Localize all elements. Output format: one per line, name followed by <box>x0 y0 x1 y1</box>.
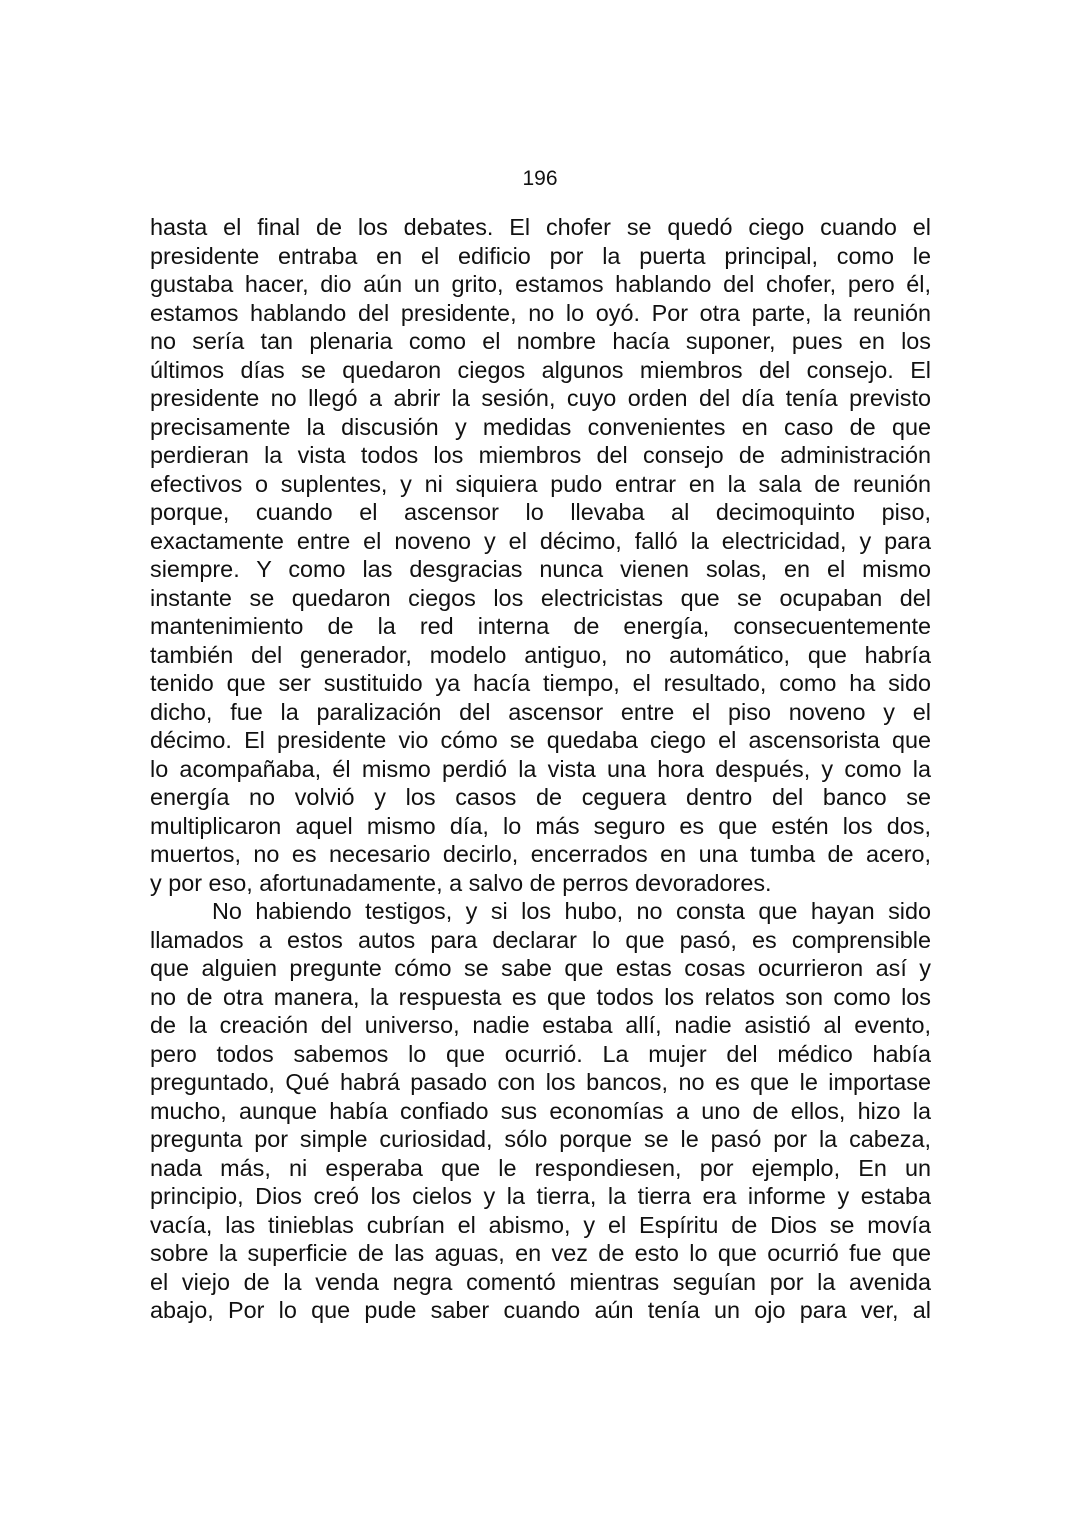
text-line: exactamente entre el noveno y el décimo, falló la electricidad, y para <box>150 527 931 554</box>
text-line: no sería tan plenaria como el nombre hacía suponer, pues en los <box>150 328 931 354</box>
text-line: instante se quedaron ciegos los electricistas que se ocupaban del <box>150 584 931 611</box>
body-text <box>150 213 931 1325</box>
text-line: muertos, no es necesario decirlo, encerrados en una tumba de acero, <box>150 841 931 867</box>
text-line: décimo. El presidente vio cómo se quedaba ciego el ascensorista que <box>150 727 931 753</box>
text-line: no de otra manera, la respuesta es que todos los relatos son como los <box>150 983 931 1010</box>
text-line: presidente entraba en el edificio por la puerta principal, como le <box>150 242 931 269</box>
text-line: perdieran la vista todos los miembros del consejo de administración <box>150 442 931 468</box>
text-line: hasta el final de los debates. El chofer se quedó ciego cuando el <box>150 214 931 240</box>
text-line: preguntado, Qué habrá pasado con los bancos, no es que le importase <box>150 1069 931 1095</box>
text-line: presidente no llegó a abrir la sesión, cuyo orden del día tenía previsto <box>150 385 931 411</box>
text-line: estamos hablando del presidente, no lo oyó. Por otra parte, la reunión <box>150 299 931 326</box>
text-line: abajo, Por lo que pude saber cuando aún tenía un ojo para ver, al <box>150 1297 931 1323</box>
text-line: el viejo de la venda negra comentó mientras seguían por la avenida <box>150 1268 931 1295</box>
text-line: porque, cuando el ascensor lo llevaba al decimoquinto piso, <box>150 499 931 525</box>
text-line: mantenimiento de la red interna de energía, consecuentemente <box>150 613 931 639</box>
text-line: multiplicaron aquel mismo día, lo más seguro es que estén los dos, <box>150 812 931 839</box>
text-line: sobre la superficie de las aguas, en vez de esto lo que ocurrió fue que <box>150 1240 931 1266</box>
text-line: que alguien pregunte cómo se sabe que estas cosas ocurrieron así y <box>150 955 931 981</box>
text-line: nada más, ni esperaba que le respondiesen, por ejemplo, En un <box>150 1154 931 1181</box>
text-line: gustaba hacer, dio aún un grito, estamos hablando del chofer, pero él, <box>150 271 931 297</box>
text-line: llamados a estos autos para declarar lo que pasó, es comprensible <box>150 926 931 953</box>
text-line: dicho, fue la paralización del ascensor entre el piso noveno y el <box>150 698 931 725</box>
text-line: también del generador, modelo antiguo, no automático, que habría <box>150 641 931 668</box>
text-line: siempre. Y como las desgracias nunca vienen solas, en el mismo <box>150 556 931 582</box>
text-line: principio, Dios creó los cielos y la tierra, la tierra era informe y estaba <box>150 1183 931 1209</box>
text-line: vacía, las tinieblas cubrían el abismo, y el Espíritu de Dios se movía <box>150 1211 931 1238</box>
text-line: No habiendo testigos, y si los hubo, no consta que hayan sido <box>212 898 931 924</box>
paragraph-1 <box>150 213 931 897</box>
text-line: y por eso, afortunadamente, a salvo de perros devoradores. <box>150 869 772 896</box>
text-line: últimos días se quedaron ciegos algunos miembros del consejo. El <box>150 356 931 383</box>
page-number: 196 <box>522 167 558 190</box>
text-line: precisamente la discusión y medidas convenientes en caso de que <box>150 413 931 440</box>
text-line: mucho, aunque había confiado sus economías a uno de ellos, hizo la <box>150 1097 931 1124</box>
text-line: pero todos sabemos lo que ocurrió. La mujer del médico había <box>150 1040 931 1067</box>
text-line: pregunta por simple curiosidad, sólo porque se le pasó por la cabeza, <box>150 1126 931 1152</box>
text-line: tenido que ser sustituido ya hacía tiempo, el resultado, como ha sido <box>150 670 931 696</box>
paragraph-2 <box>150 897 931 1325</box>
text-line: efectivos o suplentes, y ni siquiera pudo entrar en la sala de reunión <box>150 470 931 497</box>
text-line: de la creación del universo, nadie estaba allí, nadie asistió al evento, <box>150 1012 931 1038</box>
text-line: energía no volvió y los casos de ceguera dentro del banco se <box>150 784 931 810</box>
text-line: lo acompañaba, él mismo perdió la vista una hora después, y como la <box>150 755 931 782</box>
